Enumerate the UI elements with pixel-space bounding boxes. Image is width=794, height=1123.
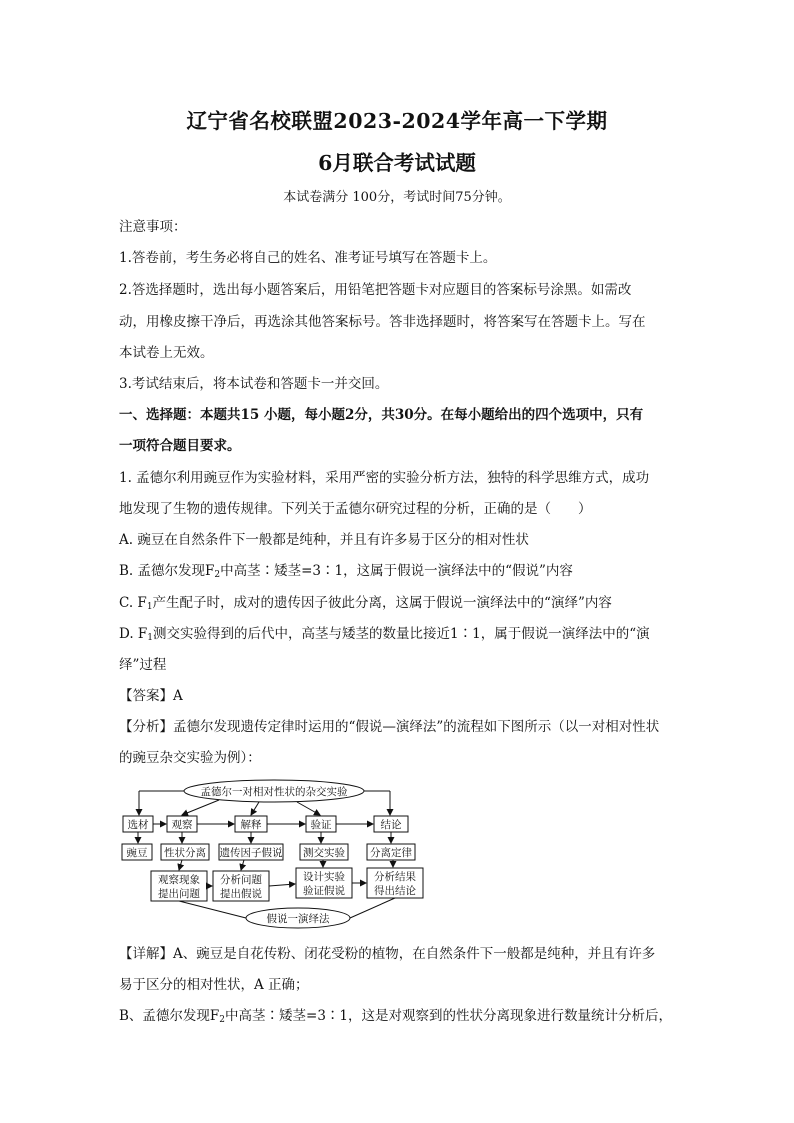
notes-item-3: 3.考试结束后，将本试卷和答题卡一并交回。 (119, 376, 389, 392)
notes-item-2-cont2: 本试卷上无效。 (119, 345, 214, 361)
analysis: 【分析】孟德尔发现遗传定律时运用的“假说—演绎法”的流程如下图所示（以一对相对性状 (119, 719, 660, 735)
notes-item-2-cont: 动，用橡皮擦干净后，再选涂其他答案标号。答非选择题时，将答案写在答题卡上。写在 (119, 314, 646, 330)
row2-label-4: 测交实验 (303, 847, 345, 859)
analysis-cont: 的豌豆杂交实验为例）： (119, 750, 261, 766)
row3-label-1a: 观察现象 (158, 874, 200, 886)
row2-label-1: 豌豆 (126, 847, 148, 859)
row1-label-4: 验证 (310, 819, 332, 831)
page-title: 辽宁省名校联盟2023-2024学年高一下学期 (186, 109, 608, 133)
row2-label-5: 分离定律 (370, 847, 412, 859)
top-oval-label: 孟德尔一对相对性状的杂交实验 (200, 786, 348, 798)
detail-b: B、孟德尔发现$F_2$中高茎∶矮茎=3∶1，这是对观察到的性状分离现象进行数量统计分析后， (119, 1008, 673, 1025)
row3-label-1b: 提出问题 (158, 888, 200, 900)
detail: 【详解】A、豌豆是自花传粉、闭花受粉的植物，在自然条件下一般都是纯种，并且有许多 (119, 946, 656, 962)
row3-label-2a: 分析问题 (220, 874, 262, 886)
row1-label-1: 选材 (127, 819, 149, 831)
option-c: C. $F_1$产生配子时，成对的遗传因子彼此分离，这属于假说一演绎法中的“演绎”内容 (119, 595, 612, 612)
page-title-line2: 6月联合考试试题 (318, 151, 476, 175)
row3-label-4a: 分析结果 (374, 871, 416, 883)
option-a: A. 豌豆在自然条件下一般都是纯种，并且有许多易于区分的相对性状 (119, 532, 529, 548)
question-stem: 1. 孟德尔利用豌豆作为实验材料，采用严密的实验分析方法，独特的科学思维方式，成功 (119, 470, 650, 486)
bottom-oval-label: 假说一演绎法 (266, 913, 330, 925)
question-stem-cont: 地发现了生物的遗传规律。下列关于孟德尔研究过程的分析，正确的是（ ） (119, 501, 592, 517)
hypothesis-deduction-diagram (119, 778, 429, 930)
section-heading: 一、选择题：本题共15 小题，每小题2分，共30分。在每小题给出的四个选项中，只有 (119, 407, 644, 423)
row3-label-2b: 提出假说 (220, 888, 262, 900)
option-b: B. 孟德尔发现$F_2$中高茎∶矮茎=3∶1，这属于假说一演绎法中的“假说”内容 (119, 563, 573, 580)
row2-label-3: 遗传因子假说 (219, 847, 283, 859)
row3-label-3b: 验证假说 (303, 885, 345, 897)
row1-label-3: 解释 (240, 819, 262, 831)
row1-label-5: 结论 (380, 819, 402, 831)
row3-label-4b: 得出结论 (374, 885, 416, 897)
row3-label-3a: 设计实验 (303, 871, 345, 883)
row2-label-2: 性状分离 (164, 847, 206, 859)
notes-item-1: 1.答卷前，考生务必将自己的姓名、准考证号填写在答题卡上。 (119, 250, 497, 266)
notes-heading: 注意事项： (119, 219, 187, 235)
notes-item-2: 2.答选择题时，选出每小题答案后，用铅笔把答题卡对应题目的答案标号涂黑。如需改 (119, 282, 632, 298)
exam-info: 本试卷满分 100分，考试时间75分钟。 (283, 190, 511, 205)
row1-label-2: 观察 (171, 819, 193, 831)
option-d: D. $F_1$测交实验得到的后代中，高茎与矮茎的数量比接近1∶1，属于假说一演绎法中的“演 (119, 626, 650, 643)
section-heading-cont: 一项符合题目要求。 (119, 438, 241, 454)
option-d-cont: 绎”过程 (119, 657, 167, 673)
answer: 【答案】A (119, 688, 183, 704)
detail-cont: 易于区分的相对性状，A 正确； (119, 977, 309, 993)
